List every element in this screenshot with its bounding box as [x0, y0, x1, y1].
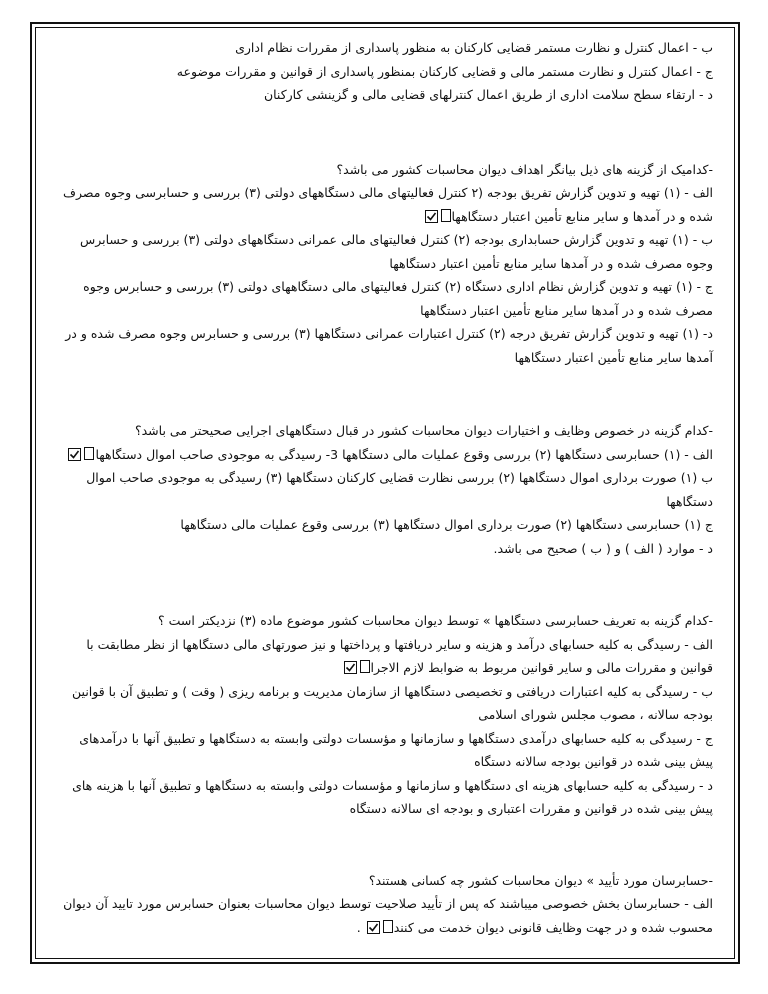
q3-option-alef-line1: الف - رسیدگی به کلیه حسابهای درآمد و هزینه و سایر دریافتها و پرداختها و نیز صورتهای مالی دستگاهها از نظر مطابقت با: [86, 636, 713, 652]
question-2: [55, 419, 713, 560]
question-1-text: -کدامیک از گزینه های ذیل بیانگر اهداف دیوان محاسبات کشور می باشد؟: [336, 161, 713, 177]
intro-option-d: د - ارتقاء سطح سلامت اداری از طریق اعمال کنترلهای قضایی مالی و گزینشی کارکنان: [263, 87, 713, 102]
q2-option-d: د - موارد ( الف ) و ( ب ) صحیح می باشد.: [493, 540, 713, 556]
spacer: [55, 369, 713, 419]
spacer: [55, 821, 713, 869]
q1-option-j-line2: مصرف شده و در آمدها سایر منابع تأمین اعتبار دستگاهها: [420, 302, 713, 318]
checkbox-checked-icon: [367, 921, 380, 934]
spacer: [55, 560, 713, 609]
q1-option-alef-text: شده و در آمدها و سایر منابع تأمین اعتبار دستگاهها: [451, 208, 713, 224]
q3-option-d-line1: د - رسیدگی به کلیه حسابهای هزینه ای دستگاهها و سازمانها و مؤسسات دولتی وابسته به دستگاهها و تطبیق آنها با هزینه های: [72, 777, 713, 793]
checkbox-checked-icon: [344, 661, 357, 674]
question-3-text: -کدام گزینه به تعریف حسابرسی دستگاهها » توسط دیوان محاسبات کشور موضوع ماده (۳) نزدیکتر است ؟: [158, 613, 713, 628]
spacer: [55, 107, 713, 158]
q2-option-b-line2: دستگاهها: [666, 493, 713, 509]
intro-option-j: ج - اعمال کنترل و نظارت مستمر مالی و قضایی کارکنان بمنظور پاسداری از قوانین و مقررات موضوعه: [176, 63, 713, 79]
checkbox-checked-icon: [425, 210, 438, 223]
intro-option-b: ب - اعمال کنترل و نظارت مستمر قضایی کارکنان به منظور پاسداری از مقررات نظام اداری: [235, 40, 713, 55]
question-4-text: -حسابرسان مورد تأیید » دیوان محاسبات کشور چه کسانی هستند؟: [368, 872, 713, 888]
q1-option-d-line2: آمدها سایر منابع تأمین اعتبار دستگاهها: [514, 349, 713, 365]
question-4: [55, 869, 713, 940]
empty-box-icon: [383, 920, 393, 933]
q2-option-j: ج (۱) حسابرسی دستگاهها (۲) صورت برداری اموال دستگاهها (۳) بررسی وقوع عملیات مالی دستگاهها: [180, 517, 713, 532]
q1-option-alef-line1: الف - (۱) تهیه و تدوین گزارش تفریق بودجه (۲ کنترل فعالیتهای مالی دستگاههای دولتی (۳) بررسی و حسابرسی وجوه مصرف: [63, 185, 713, 200]
checkbox-checked-icon: [68, 448, 81, 461]
q3-option-alef-line2: [55, 656, 713, 680]
q1-option-j-line1: ج - (۱) تهیه و تدوین گزارش نظام اداری دستگاه (۲) کنترل فعالیتهای مالی دستگاههای دولتی (۳) بررسی و حسابرس وجوه: [83, 279, 713, 294]
q4-option-alef-text: محسوب شده و در جهت وظایف قانونی دیوان خدمت می کنند: [393, 919, 713, 935]
q1-option-alef-line2: [55, 205, 713, 229]
q2-option-alef-text: الف - (۱) حسابرسی دستگاهها (۲) بررسی وقوع عملیات مالی دستگاهها 3- رسیدگی به موجودی صاحب اموال دستگاهها: [95, 446, 713, 462]
q2-option-b-line1: ب (۱) صورت برداری اموال دستگاهها (۲) بررسی نظارت قضایی کارکنان دستگاهها (۳) رسیدگی به موجودی صاحب اموال: [86, 470, 713, 485]
question-1: [55, 158, 713, 370]
q1-option-d-line1: د- (۱) تهیه و تدوین گزارش تفریق درجه (۲) کنترل اعتبارات عمرانی دستگاهها (۳) بررسی و حسابرس وجوه مصرف شده و در: [65, 326, 713, 341]
q4-option-alef-line2: [55, 916, 713, 940]
empty-box-icon: [84, 447, 94, 460]
intro-options: [55, 36, 713, 107]
q2-option-alef: [55, 443, 713, 467]
question-3: [55, 609, 713, 821]
q3-option-d-line2: پیش بینی شده در قوانین و مقررات اعتباری و بودجه ای سالانه دستگاه: [349, 801, 713, 816]
q1-option-b-line1: ب - (۱) تهیه و تدوین گزارش حسابداری بودجه (۲) کنترل فعالیتهای مالی عمرانی دستگاههای دولتی (۳) بررسی و حسابرس: [79, 232, 713, 247]
q1-option-b-line2: وجوه مصرف شده و در آمدها سایر منابع تأمین اعتبار دستگاهها: [389, 255, 713, 271]
q3-option-b-line2: بودجه سالانه ، مصوب مجلس شورای اسلامی: [478, 707, 713, 722]
q3-option-alef-text: قوانین و مقررات مالی و سایر قوانین مربوط به ضوابط لازم الاجرا: [370, 660, 713, 675]
document-body: [55, 36, 713, 939]
question-2-text: -کدام گزینه در خصوص وظایف و اختیارات دیوان محاسبات کشور در قبال دستگاههای اجرایی صحیحتر می باشد؟: [134, 423, 713, 438]
q3-option-b-line1: ب - رسیدگی به کلیه اعتبارات دریافتی و تخصیصی دستگاهها از سازمان مدیریت و برنامه ریزی ( وقت ) و تطبیق آن با قوانین: [72, 683, 713, 699]
empty-box-icon: [360, 660, 370, 673]
q4-option-alef-end: .: [356, 919, 361, 935]
q3-option-j-line1: ج - رسیدگی به کلیه حسابهای درآمدی دستگاهها و سازمانها و مؤسسات دولتی وابسته به دستگاهها و تطبیق آنها با درآمدهای: [79, 730, 713, 746]
empty-box-icon: [441, 209, 451, 222]
q4-option-alef-line1: الف - حسابرسان بخش خصوصی میباشند که پس از تأیید صلاحیت توسط دیوان محاسبات بعنوان حسابرس مورد تایید آن دیوان: [63, 896, 713, 911]
q3-option-j-line2: پیش بینی شده در قوانین بودجه سالانه دستگاه: [474, 754, 713, 769]
